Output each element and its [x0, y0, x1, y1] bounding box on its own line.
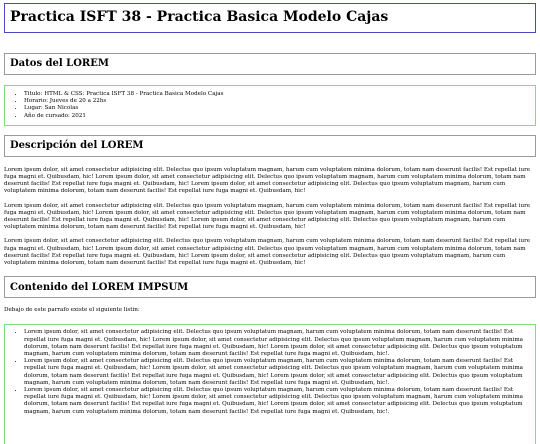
descripcion-paragraph: Lorem ipsum dolor, sit amet consectetur adipisicing elit. Delectus quo ipsum voluptatum magnam, harum cum voluptatem minima dolorum, totam nam deserunt facilis! Est repellat iure fuga magni et. Quibusdam, hic! Lorem ipsum dolor, sit amet consectetur adipisicing elit. Delectus quo ipsum voluptatum magnam, harum cum voluptatem minima dolorum, totam nam deserunt facilis! Est repellat iure fuga magni et. Quibusdam, hic! Lorem ipsum dolor, sit amet consectetur adipisicing elit. Delectus quo ipsum voluptatum magnam, harum cum voluptatem minima dolorum, totam nam deserunt facilis! Est repellat iure fuga magni et. Quibusdam, hic! [4, 238, 531, 267]
list-item: • Lorem ipsum dolor, sit amet consectetur adipisicing elit. Delectus quo ipsum voluptatum magnam, harum cum voluptatem minima dolorum, totam nam deserunt facilis! Est repellat iure fuga magni et. Quibusdam, hic! Lorem ipsum dolor, sit amet consectetur adipisicing elit. Delectus quo ipsum voluptatum magnam, harum cum voluptatem minima dolorum, totam nam deserunt facilis! Est repellat iure fuga magni et. Quibusdam, hic! Lorem ipsum dolor, sit amet consectetur adipisicing elit. Delectus quo ipsum voluptatum magnam, harum cum voluptatem minima dolorum, totam nam deserunt facilis! Est repellat iure fuga magni et. Quibusdam, hic!. [24, 387, 531, 416]
contenido-heading-box [4, 276, 536, 298]
contenido-heading: Contenido del LOREM IMPSUM [10, 281, 189, 293]
descripcion-heading: Descripción del LOREM [10, 140, 144, 152]
descripcion-body [4, 167, 536, 267]
datos-item-titulo: • Titulo: HTML & CSS: Practica ISFT 38 - Practica Basica Modelo Cajas [24, 91, 531, 98]
datos-list [9, 91, 531, 120]
list-item: • Lorem ipsum dolor, sit amet consectetur adipisicing elit. Delectus quo ipsum voluptatum magnam, harum cum voluptatem minima dolorum, totam nam deserunt facilis! Est repellat iure fuga magni et. Quibusdam, hic! Lorem ipsum dolor, sit amet consectetur adipisicing elit. Delectus quo ipsum voluptatum magnam, harum cum voluptatem minima dolorum, totam nam deserunt facilis! Est repellat iure fuga magni et. Quibusdam, hic! Lorem ipsum dolor, sit amet consectetur adipisicing elit. Delectus quo ipsum voluptatum magnam, harum cum voluptatem minima dolorum, totam nam deserunt facilis! Est repellat iure fuga magni et. Quibusdam, hic!. [24, 358, 531, 387]
contenido-box [4, 324, 536, 444]
datos-item-anio: • Año de cursado: 2021 [24, 113, 531, 120]
datos-heading: Datos del LOREM [10, 58, 109, 70]
datos-item-lugar: • Lugar: San Nicolas [24, 105, 531, 112]
datos-heading-box [4, 53, 536, 75]
datos-box [4, 85, 536, 126]
descripcion-heading-box [4, 135, 536, 157]
list-item: • Lorem ipsum dolor, sit amet consectetur adipisicing elit. Delectus quo ipsum voluptatum magnam, harum cum voluptatem minima dolorum, totam nam deserunt facilis! Est repellat iure fuga magni et. Quibusdam, hic! Lorem ipsum dolor, sit amet consectetur adipisicing elit. Delectus quo ipsum voluptatum magnam, harum cum voluptatem minima dolorum, totam nam deserunt facilis! Est repellat iure fuga magni et. Quibusdam, hic! Lorem ipsum dolor, sit amet consectetur adipisicing elit. Delectus quo ipsum voluptatum magnam, harum cum voluptatem minima dolorum, totam nam deserunt facilis! Est repellat iure fuga magni et. Quibusdam, hic!. [24, 329, 531, 358]
page-title-box [4, 3, 536, 33]
page-title: Practica ISFT 38 - Practica Basica Modelo Cajas [10, 9, 389, 26]
datos-item-horario: • Horario: Jueves de 20 a 22hs [24, 98, 531, 105]
descripcion-paragraph: Lorem ipsum dolor, sit amet consectetur adipisicing elit. Delectus quo ipsum voluptatum magnam, harum cum voluptatem minima dolorum, totam nam deserunt facilis! Est repellat iure fuga magni et. Quibusdam, hic! Lorem ipsum dolor, sit amet consectetur adipisicing elit. Delectus quo ipsum voluptatum magnam, harum cum voluptatem minima dolorum, totam nam deserunt facilis! Est repellat iure fuga magni et. Quibusdam, hic! Lorem ipsum dolor, sit amet consectetur adipisicing elit. Delectus quo ipsum voluptatum magnam, harum cum voluptatem minima dolorum, totam nam deserunt facilis! Est repellat iure fuga magni et. Quibusdam, hic! [4, 166, 531, 195]
contenido-intro: Debajo de este parrafo existe el siguiente listin: [4, 307, 140, 314]
contenido-list [9, 329, 531, 415]
descripcion-paragraph: Lorem ipsum dolor, sit amet consectetur adipisicing elit. Delectus quo ipsum voluptatum magnam, harum cum voluptatem minima dolorum, totam nam deserunt facilis! Est repellat iure fuga magni et. Quibusdam, hic! Lorem ipsum dolor, sit amet consectetur adipisicing elit. Delectus quo ipsum voluptatum magnam, harum cum voluptatem minima dolorum, totam nam deserunt facilis! Est repellat iure fuga magni et. Quibusdam, hic! Lorem ipsum dolor, sit amet consectetur adipisicing elit. Delectus quo ipsum voluptatum magnam, harum cum voluptatem minima dolorum, totam nam deserunt facilis! Est repellat iure fuga magni et. Quibusdam, hic! [4, 202, 531, 231]
